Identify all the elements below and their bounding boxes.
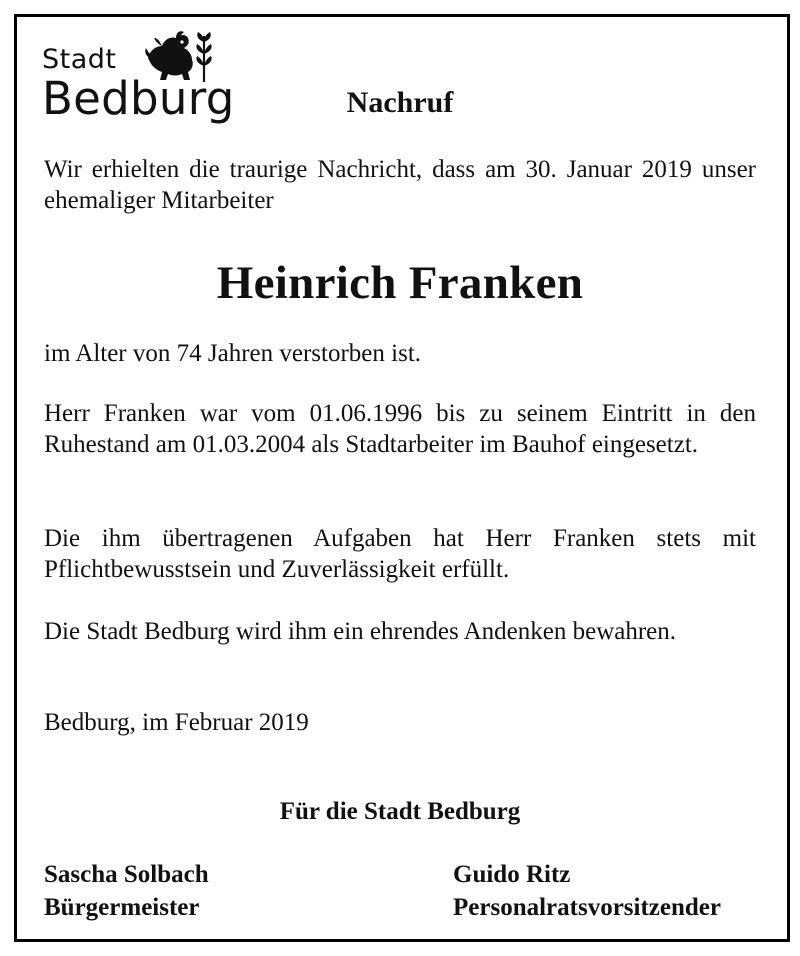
heading-text: Nachruf	[346, 86, 454, 119]
lion-crest-icon	[142, 28, 220, 84]
signature-intro: Für die Stadt Bedburg	[279, 798, 521, 825]
duties-paragraph: Die ihm übertragenen Aufgaben hat Herr Franken stets mit Pflichtbewusstsein und Zuverlässigkeit erfüllt.	[44, 525, 756, 583]
obituary-heading	[0, 86, 800, 120]
intro-paragraph: Wir erhielten die traurige Nachricht, dass am 30. Januar 2019 unser ehemaliger Mitarbeiter	[44, 156, 756, 214]
deceased-name: Heinrich Franken	[216, 257, 584, 309]
signatory-right	[453, 858, 721, 924]
logo-city-name: Bedburg	[42, 72, 235, 125]
signatory-role: Personalratsvorsitzender	[453, 894, 721, 921]
signatory-name: Sascha Solbach	[44, 861, 209, 888]
place-date: Bedburg, im Februar 2019	[44, 709, 309, 736]
logo-stadt-text: Stadt	[42, 44, 117, 75]
age-line: im Alter von 74 Jahren verstorben ist.	[44, 340, 422, 367]
signatory-role: Bürgermeister	[44, 894, 200, 921]
remembrance-paragraph: Die Stadt Bedburg wird ihm ein ehrendes Andenken bewahren.	[44, 618, 677, 645]
service-paragraph: Herr Franken war vom 01.06.1996 bis zu seinem Eintritt in den Ruhestand am 01.03.2004 als Stadtarbeiter im Bauhof eingesetzt.	[44, 400, 756, 458]
signatory-name: Guido Ritz	[453, 861, 571, 888]
signatory-left	[44, 858, 209, 924]
